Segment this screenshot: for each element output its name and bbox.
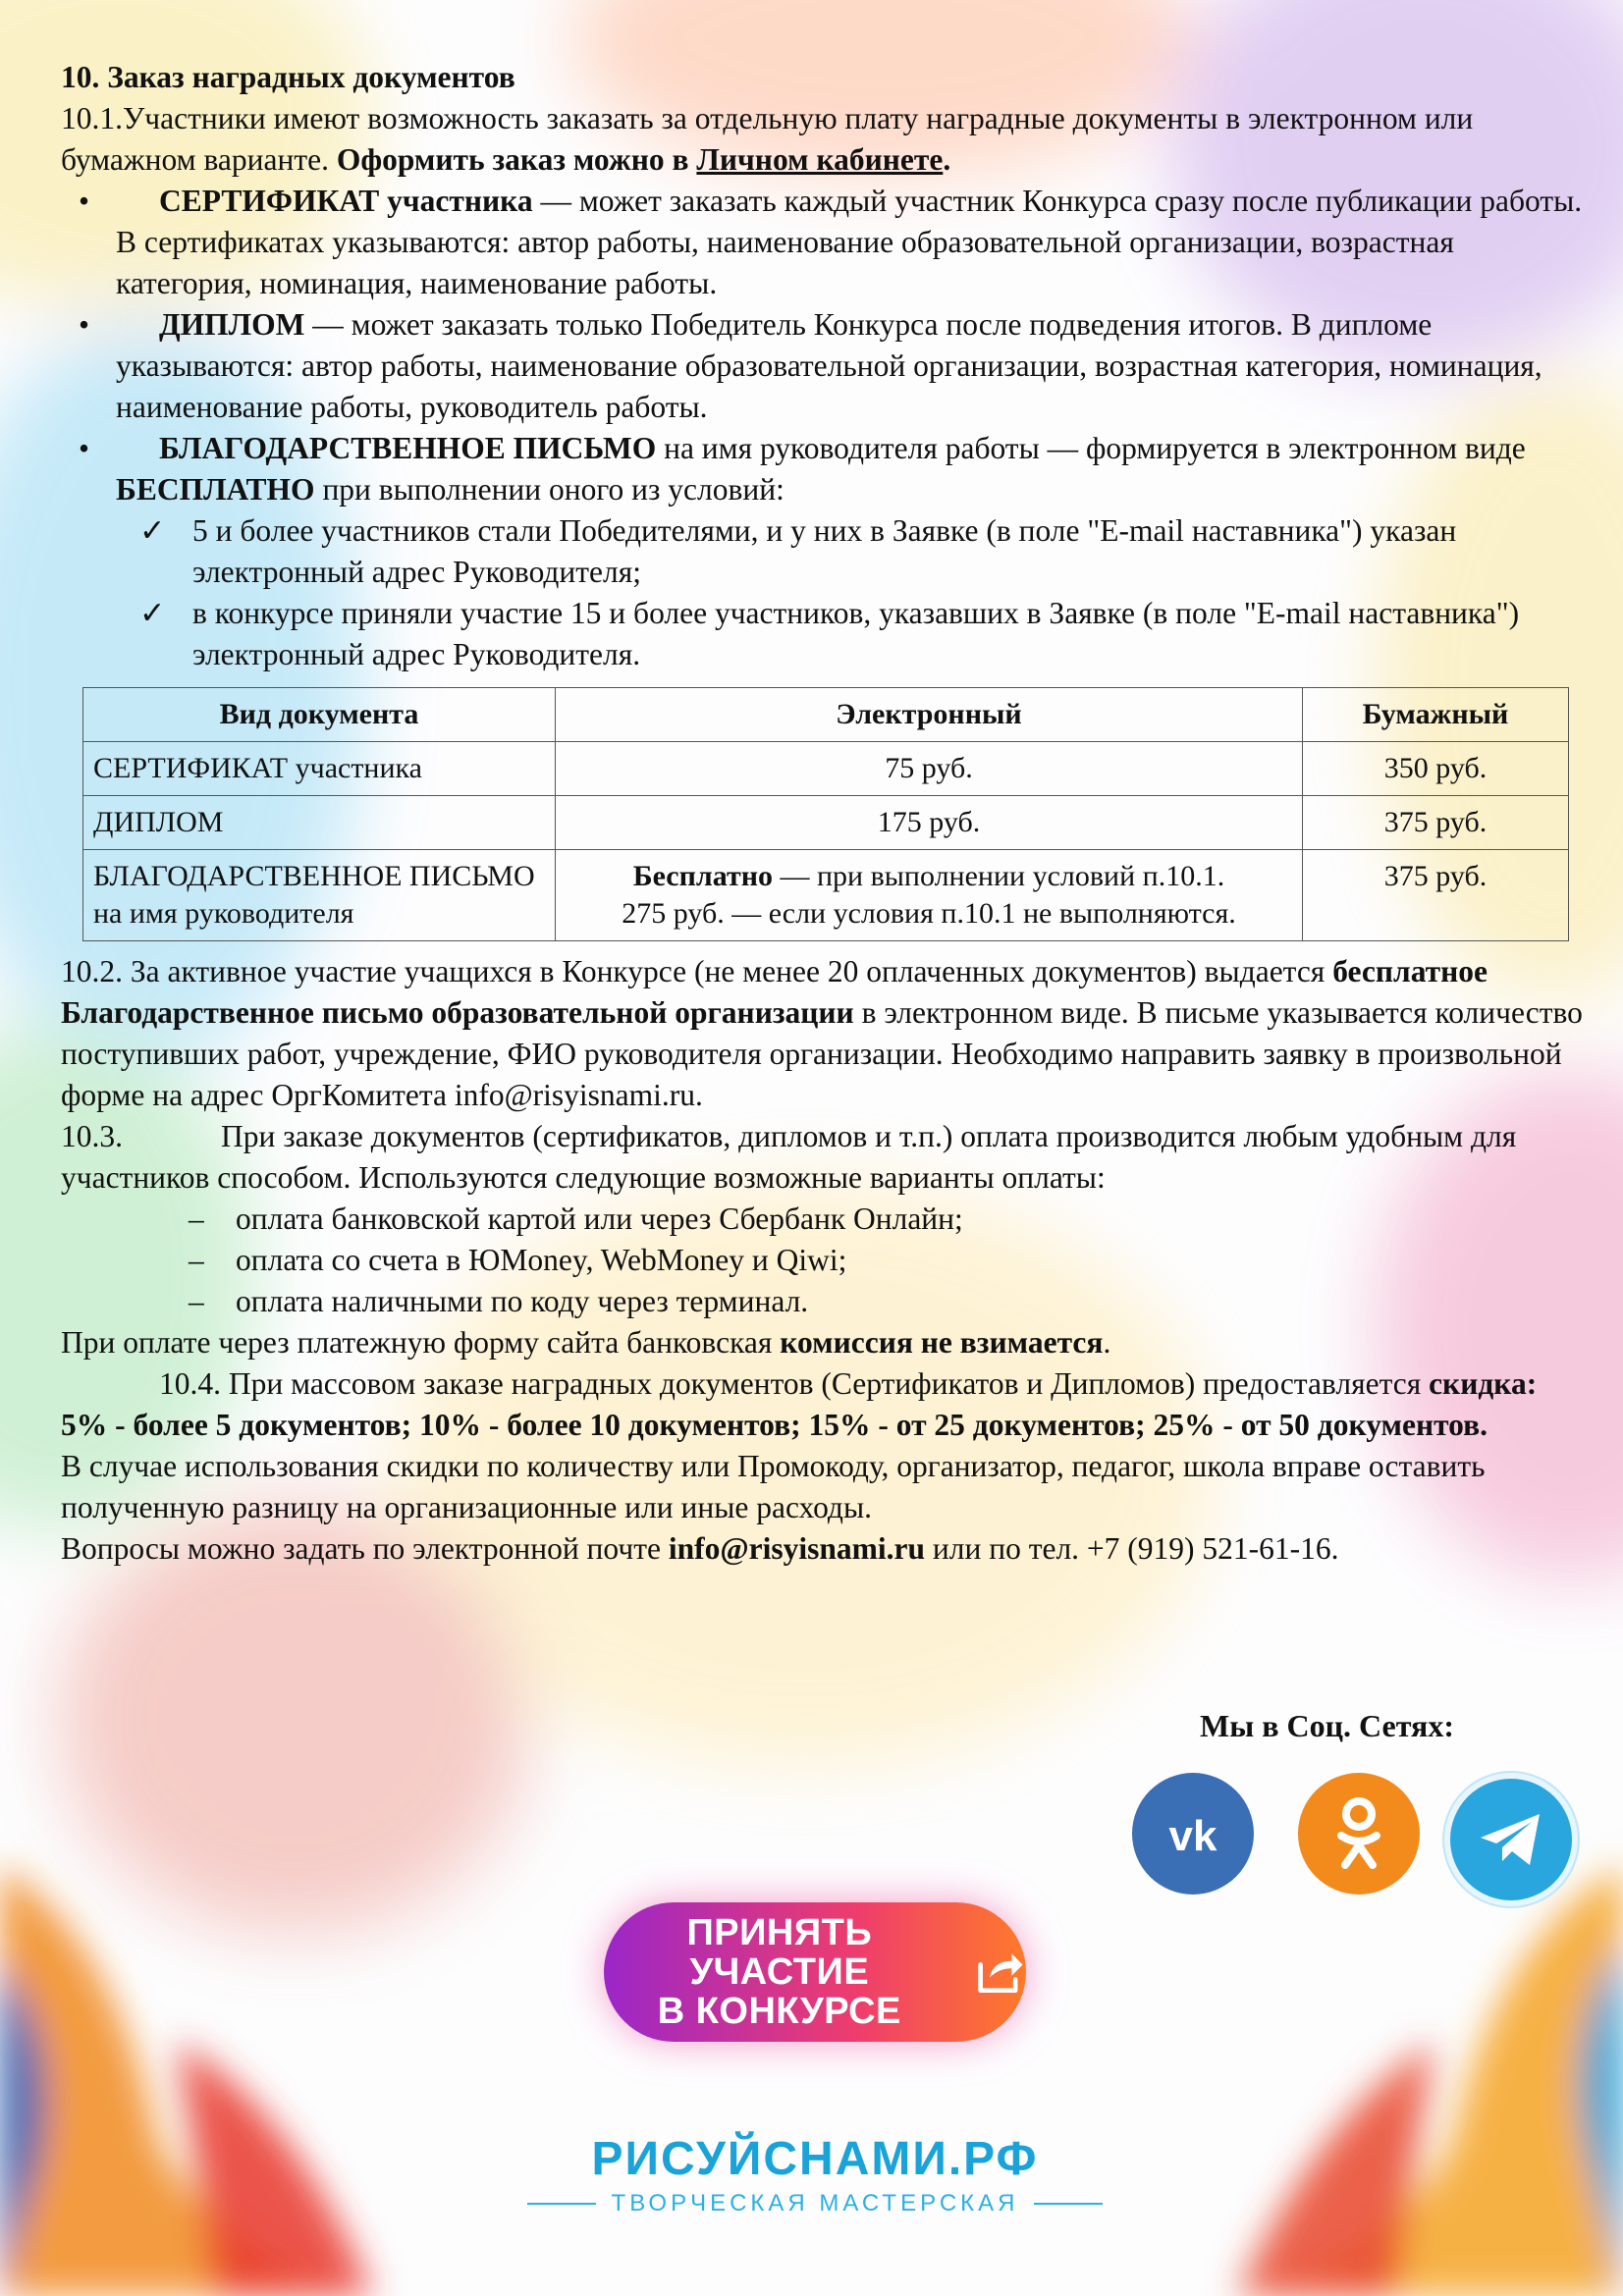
bullet-icon: • xyxy=(79,184,90,218)
divider xyxy=(1034,2203,1103,2205)
brand-name: РИСУЙСНАМИ.РФ xyxy=(591,2133,1039,2185)
divider xyxy=(527,2203,596,2205)
telegram-link[interactable] xyxy=(1444,1773,1578,1906)
odnoklassniki-icon xyxy=(1329,1794,1388,1873)
dash-icon: – xyxy=(189,1201,204,1236)
list-item: – оплата банковской картой или через Сбербанк Онлайн; xyxy=(189,1199,1588,1240)
telegram-icon xyxy=(1477,1810,1545,1869)
bullet-icon: • xyxy=(79,307,90,342)
table-header-row: Вид документа Электронный Бумажный xyxy=(83,688,1569,742)
commission-note: При оплате через платежную форму сайта банковская комиссия не взимается. xyxy=(61,1325,1111,1360)
contact-email-link[interactable]: info@risyisnami.ru xyxy=(668,1531,926,1566)
brand-subtitle: ТВОРЧЕСКАЯ МАСТЕРСКАЯ xyxy=(611,2190,1019,2216)
paragraph-10-3: 10.3. При заказе документов (сертификатов, дипломов и т.п.) оплата производится любым удобным для участников способом. Используются следующие возможные варианты оплаты: xyxy=(61,1119,1517,1195)
list-item: • БЛАГОДАРСТВЕННОЕ ПИСЬМО на имя руководителя работы — формируется в электронном виде БЕСПЛАТНО при выполнении оного из условий: xyxy=(61,428,1588,510)
dash-icon: – xyxy=(189,1243,204,1277)
vk-link[interactable] xyxy=(1132,1773,1254,1895)
join-contest-button[interactable]: ПРИНЯТЬ УЧАСТИЕ В КОНКУРСЕ xyxy=(604,1902,1026,2042)
list-item: – оплата со счета в ЮMoney, WebMoney и Qiwi; xyxy=(189,1240,1588,1281)
social-title: Мы в Соц. Сетях: xyxy=(1200,1708,1454,1743)
p101-text: 10.1.Участники имеют возможность заказать за отдельную плату наградные документы в электронном или бумажном варианте. xyxy=(61,101,1474,177)
checkmark-icon: ✓ xyxy=(139,596,166,630)
section-title: 10. Заказ наградных документов xyxy=(61,60,515,94)
list-item: ✓ в конкурсе приняли участие 15 и более участников, указавших в Заявке (в поле "E-mail наставника") электронный адрес Руководителя. xyxy=(139,593,1588,675)
list-item: ✓ 5 и более участников стали Победителями, и у них в Заявке (в поле "E-mail наставника") указан электронный адрес Руководителя; xyxy=(139,510,1588,593)
payment-methods-list xyxy=(61,1199,1588,1322)
share-icon xyxy=(975,1947,1026,1998)
personal-cabinet-link[interactable]: Личном кабинете xyxy=(696,142,944,177)
paragraph-10-4: 10.4. При массовом заказе наградных документов (Сертификатов и Дипломов) предоставляется скидка: 5% - более 5 документов; 10% - более 10 документов; 15% - от 25 документов; 25% - от 50 документов. xyxy=(61,1366,1538,1442)
document-types-list xyxy=(61,181,1588,510)
dash-icon: – xyxy=(189,1284,204,1318)
paragraph-10-2: 10.2. За активное участие учащихся в Конкурсе (не менее 20 оплаченных документов) выдается бесплатное Благодарственное письмо образовательной организации в электронном виде. В письме указывается количество поступивших работ, учреждение, ФИО руководителя организации. Необходимо направить заявку в произвольной форме на адрес ОргКомитета info@risyisnami.ru. xyxy=(61,954,1583,1112)
p101-bold: Оформить заказ можно в xyxy=(336,142,697,177)
list-item: • СЕРТИФИКАТ участника — может заказать каждый участник Конкурса сразу после публикации работы. В сертификатах указываются: автор работы, наименование образовательной организации, возрастная категория, номинация, наименование работы. xyxy=(61,181,1588,304)
svg-text:vk: vk xyxy=(1168,1812,1217,1856)
table-row: БЛАГОДАРСТВЕННОЕ ПИСЬМО на имя руководителя Бесплатно — при выполнении условий п.10.1. 275 руб. — если условия п.10.1 не выполняются. 375 руб. xyxy=(83,850,1569,941)
vk-icon xyxy=(1158,1811,1228,1856)
discount-note: В случае использования скидки по количеству или Промокоду, организатор, педагог, школа вправе оставить полученную разницу на организационные или иные расходы. xyxy=(61,1449,1486,1524)
contact-line: Вопросы можно задать по электронной почте info@risyisnami.ru или по тел. +7 (919) 521-61-16. xyxy=(61,1531,1339,1566)
document-body xyxy=(61,57,1588,1570)
checkmark-icon: ✓ xyxy=(139,513,166,548)
list-item: • ДИПЛОМ — может заказать только Победитель Конкурса после подведения итогов. В дипломе указываются: автор работы, наименование образовательной организации, возрастная категория, номинация, наименование работы, руководитель работы. xyxy=(61,304,1588,428)
table-row: СЕРТИФИКАТ участника 75 руб. 350 руб. xyxy=(83,742,1569,796)
brand-logo xyxy=(511,2132,1119,2217)
paragraph-10-1: 10.1.Участники имеют возможность заказать за отдельную плату наградные документы в электронном или бумажном варианте. Оформить заказ можно в Личном кабинете. xyxy=(61,101,1474,177)
list-item: – оплата наличными по коду через терминал. xyxy=(189,1281,1588,1322)
bullet-icon: • xyxy=(79,431,90,465)
odnoklassniki-link[interactable] xyxy=(1298,1773,1420,1895)
price-table xyxy=(82,687,1569,941)
table-row: ДИПЛОМ 175 руб. 375 руб. xyxy=(83,796,1569,850)
conditions-list xyxy=(61,510,1588,675)
